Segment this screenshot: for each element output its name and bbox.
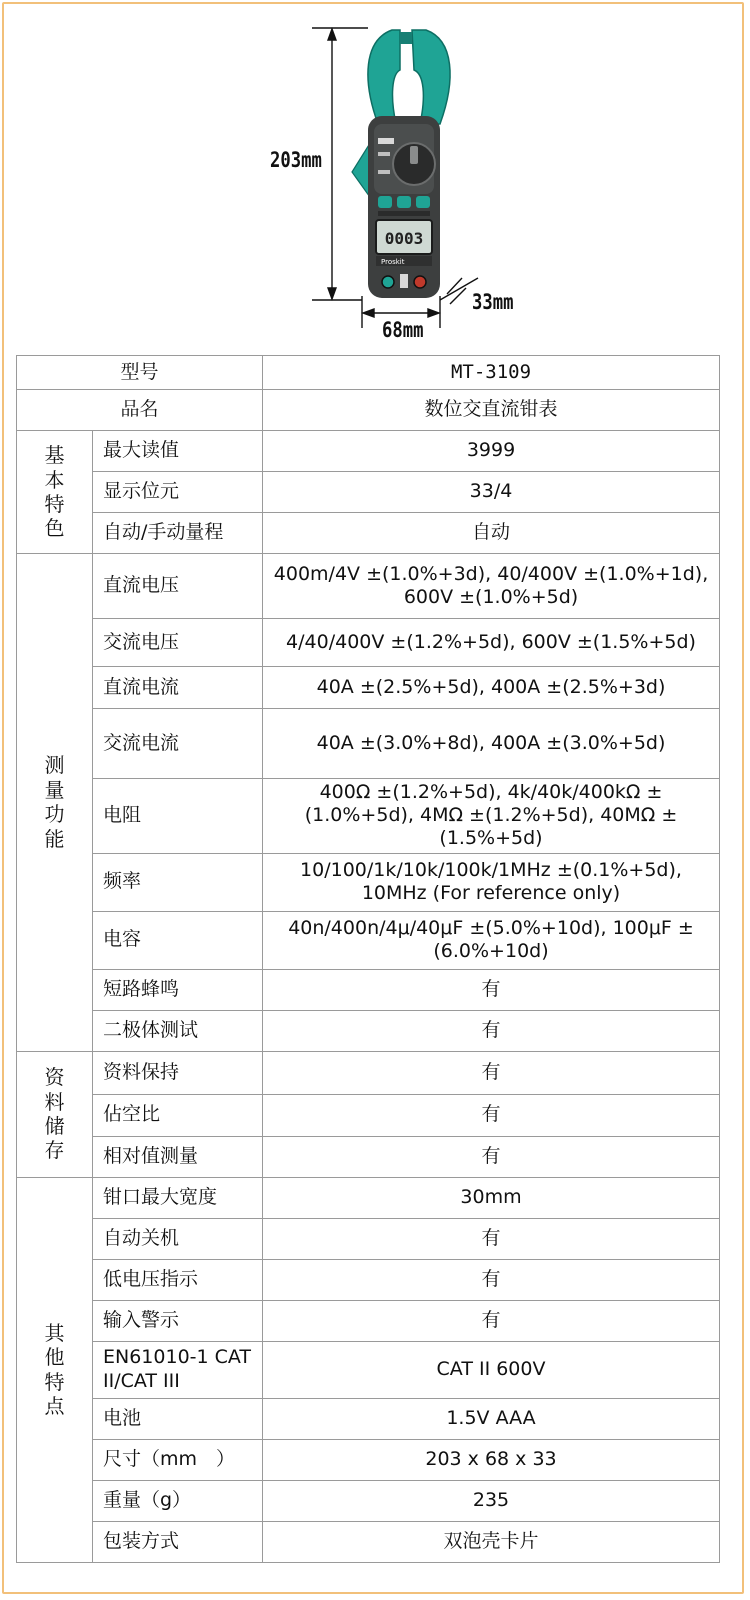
table-row [17, 779, 720, 854]
row-label: 电池 [93, 1398, 263, 1439]
row-label: EN61010-1 CAT II/CAT III [93, 1341, 263, 1398]
group-title-data-storage: 资 料 储 存 [17, 1051, 93, 1177]
row-value: 40n/400n/4μ/40μF ±(5.0%+10d), 100μF ±(6.0%+10d) [263, 911, 720, 969]
row-label: 频率 [93, 853, 263, 911]
row-value: 有 [263, 1051, 720, 1094]
com-jack [382, 276, 394, 288]
table-row [17, 1259, 720, 1300]
row-label: 显示位元 [93, 472, 263, 513]
row-value: 400Ω ±(1.2%+5d), 4k/40k/400kΩ ±(1.0%+5d), 4MΩ ±(1.2%+5d), 40MΩ ±(1.5%+5d) [263, 779, 720, 854]
row-value: 3999 [263, 431, 720, 472]
table-row [17, 1094, 720, 1136]
table-row [17, 1010, 720, 1051]
row-label: 佔空比 [93, 1094, 263, 1136]
row-label: 最大读值 [93, 431, 263, 472]
row-label: 尺寸（mm ） [93, 1439, 263, 1480]
row-value: 33/4 [263, 472, 720, 513]
table-row [17, 554, 720, 619]
table-row [17, 1300, 720, 1341]
row-label: 钳口最大宽度 [93, 1177, 263, 1218]
table-row [17, 667, 720, 709]
clamp-jaw [368, 30, 450, 124]
row-label: 重量（g） [93, 1480, 263, 1521]
table-row-product-name [17, 390, 720, 431]
table-row [17, 853, 720, 911]
row-label: 直流电流 [93, 667, 263, 709]
row-value: 235 [263, 1480, 720, 1521]
row-label: 电阻 [93, 779, 263, 854]
row-label: 相对值测量 [93, 1136, 263, 1177]
row-label: 二极体测试 [93, 1010, 263, 1051]
width-label: 68mm [382, 318, 424, 342]
row-value: 30mm [263, 1177, 720, 1218]
depth-label: 33mm [472, 290, 514, 314]
meter-buttons [378, 196, 430, 216]
row-value: 有 [263, 1218, 720, 1259]
row-value: 有 [263, 1259, 720, 1300]
table-row [17, 1521, 720, 1562]
row-value: 4/40/400V ±(1.2%+5d), 600V ±(1.5%+5d) [263, 619, 720, 667]
height-label: 203mm [270, 148, 322, 172]
table-row [17, 911, 720, 969]
group-title-other: 其 他 特 点 [17, 1177, 93, 1562]
row-value: 40A ±(3.0%+8d), 400A ±(3.0%+5d) [263, 709, 720, 779]
row-label: 自动/手动量程 [93, 513, 263, 554]
table-row [17, 1480, 720, 1521]
table-row [17, 1218, 720, 1259]
table-row [17, 431, 720, 472]
row-label: 输入警示 [93, 1300, 263, 1341]
table-row [17, 619, 720, 667]
row-value: 203 x 68 x 33 [263, 1439, 720, 1480]
table-row [17, 472, 720, 513]
table-row [17, 1439, 720, 1480]
product-illustration [0, 0, 750, 350]
row-value: 自动 [263, 513, 720, 554]
row-value: 10/100/1k/10k/100k/1MHz ±(0.1%+5d), 10MHz (For reference only) [263, 853, 720, 911]
row-label: 交流电压 [93, 619, 263, 667]
lcd-reading: 0003 [384, 229, 424, 248]
table-row [17, 709, 720, 779]
row-label: 直流电压 [93, 554, 263, 619]
row-label: 交流电流 [93, 709, 263, 779]
table-row [17, 1051, 720, 1094]
group-title-measurement: 测 量 功 能 [17, 554, 93, 1052]
table-row-model [17, 356, 720, 390]
table-row [17, 513, 720, 554]
row-label: 电容 [93, 911, 263, 969]
row-value: 400m/4V ±(1.0%+3d), 40/400V ±(1.0%+1d), 600V ±(1.0%+5d) [263, 554, 720, 619]
input-jack [414, 276, 426, 288]
brand-label: Proskit [381, 258, 405, 266]
row-value: 有 [263, 1094, 720, 1136]
table-row [17, 1398, 720, 1439]
model-label: 型号 [17, 356, 263, 390]
row-value: 有 [263, 1300, 720, 1341]
row-label: 资料保持 [93, 1051, 263, 1094]
row-label: 自动关机 [93, 1218, 263, 1259]
product-name-value: 数位交直流钳表 [263, 390, 720, 431]
row-value: 有 [263, 1136, 720, 1177]
row-value: 1.5V AAA [263, 1398, 720, 1439]
table-row [17, 1136, 720, 1177]
row-value: 有 [263, 969, 720, 1010]
spec-table [16, 355, 720, 1563]
row-label: 低电压指示 [93, 1259, 263, 1300]
model-value: MT-3109 [263, 356, 720, 390]
row-label: 包装方式 [93, 1521, 263, 1562]
group-title-basic: 基 本 特 色 [17, 431, 93, 554]
product-name-label: 品名 [17, 390, 263, 431]
table-row [17, 1341, 720, 1398]
row-value: 双泡壳卡片 [263, 1521, 720, 1562]
row-value: 有 [263, 1010, 720, 1051]
clamp-meter-drawing [0, 0, 750, 350]
row-label: 短路蜂鸣 [93, 969, 263, 1010]
row-value: CAT II 600V [263, 1341, 720, 1398]
table-row [17, 969, 720, 1010]
row-value: 40A ±(2.5%+5d), 400A ±(2.5%+3d) [263, 667, 720, 709]
table-row [17, 1177, 720, 1218]
